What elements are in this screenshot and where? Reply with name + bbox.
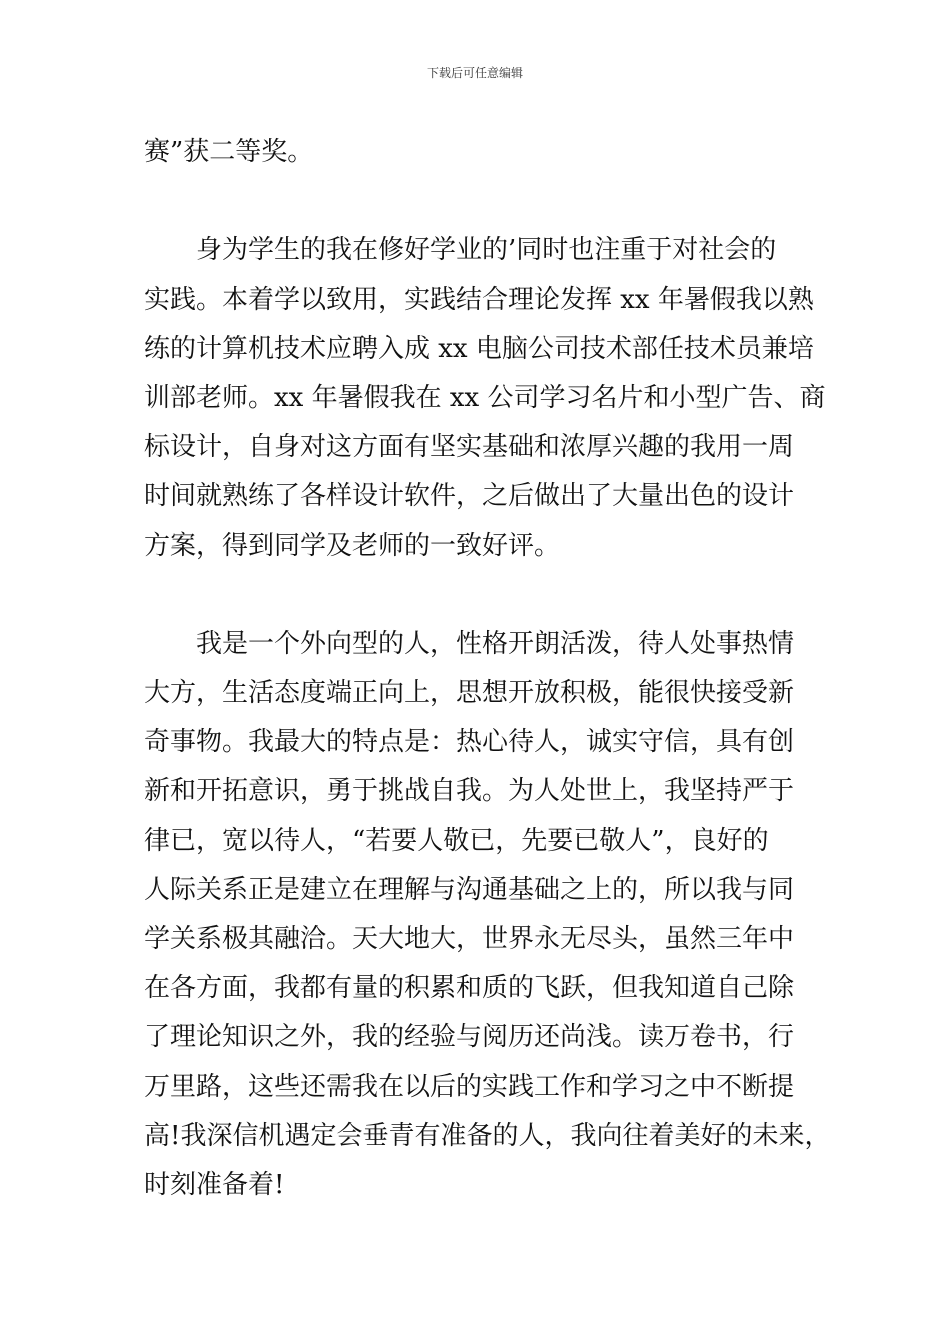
text-line: 时间就熟练了各样设计软件，之后做出了大量出色的设计 bbox=[144, 481, 795, 512]
text-line: 奇事物。我最大的特点是：热心待人，诚实守信，具有创 bbox=[144, 727, 795, 758]
text-line: 我是一个外向型的人，性格开朗活泼，待人处事热情 bbox=[196, 628, 795, 659]
document-body bbox=[144, 128, 834, 1210]
text-line: 在各方面，我都有量的积累和质的飞跃，但我知道自己除 bbox=[144, 973, 795, 1004]
text-line: 时刻准备着! bbox=[144, 1169, 285, 1200]
text-line: 实践。本着学以致用，实践结合理论发挥 xx 年暑假我以熟 bbox=[144, 284, 814, 315]
text-line: 律已，宽以待人，“若要人敬已，先要已敬人”，良好的 bbox=[144, 825, 769, 856]
text-line: 赛”获二等奖。 bbox=[144, 137, 314, 167]
text-line: 了理论知识之外，我的经验与阅历还尚浅。读万卷书，行 bbox=[144, 1022, 795, 1053]
text-line: 人际关系正是建立在理解与沟通基础之上的，所以我与同 bbox=[144, 874, 795, 905]
paragraph-gap bbox=[144, 571, 834, 620]
text-line: 大方，生活态度端正向上，思想开放积极，能很快接受新 bbox=[144, 678, 795, 709]
text-line: 高!我深信机遇定会垂青有准备的人，我向往着美好的未来， bbox=[144, 1120, 831, 1151]
text-line: 训部老师。xx 年暑假我在 xx 公司学习名片和小型广告、商 bbox=[144, 382, 826, 413]
paragraph-2 bbox=[144, 226, 834, 570]
text-line: 标设计，自身对这方面有坚实基础和浓厚兴趣的我用一周 bbox=[144, 432, 795, 463]
text-line: 方案，得到同学及老师的一致好评。 bbox=[144, 530, 561, 561]
text-line: 新和开拓意识，勇于挑战自我。为人处世上，我坚持严于 bbox=[144, 776, 795, 807]
text-line: 身为学生的我在修好学业的’同时也注重于对社会的 bbox=[196, 235, 777, 266]
paragraph-3 bbox=[144, 620, 834, 1210]
text-line: 学关系极其融洽。天大地大，世界永无尽头，虽然三年中 bbox=[144, 924, 795, 954]
text-line: 练的计算机技术应聘入成 xx 电脑公司技术部任技术员兼培 bbox=[144, 333, 814, 364]
paragraph-gap bbox=[144, 177, 834, 226]
paragraph-1 bbox=[144, 128, 834, 177]
page-header: 下载后可任意编辑 bbox=[426, 66, 523, 80]
text-line: 万里路，这些还需我在以后的实践工作和学习之中不断提 bbox=[144, 1071, 795, 1102]
